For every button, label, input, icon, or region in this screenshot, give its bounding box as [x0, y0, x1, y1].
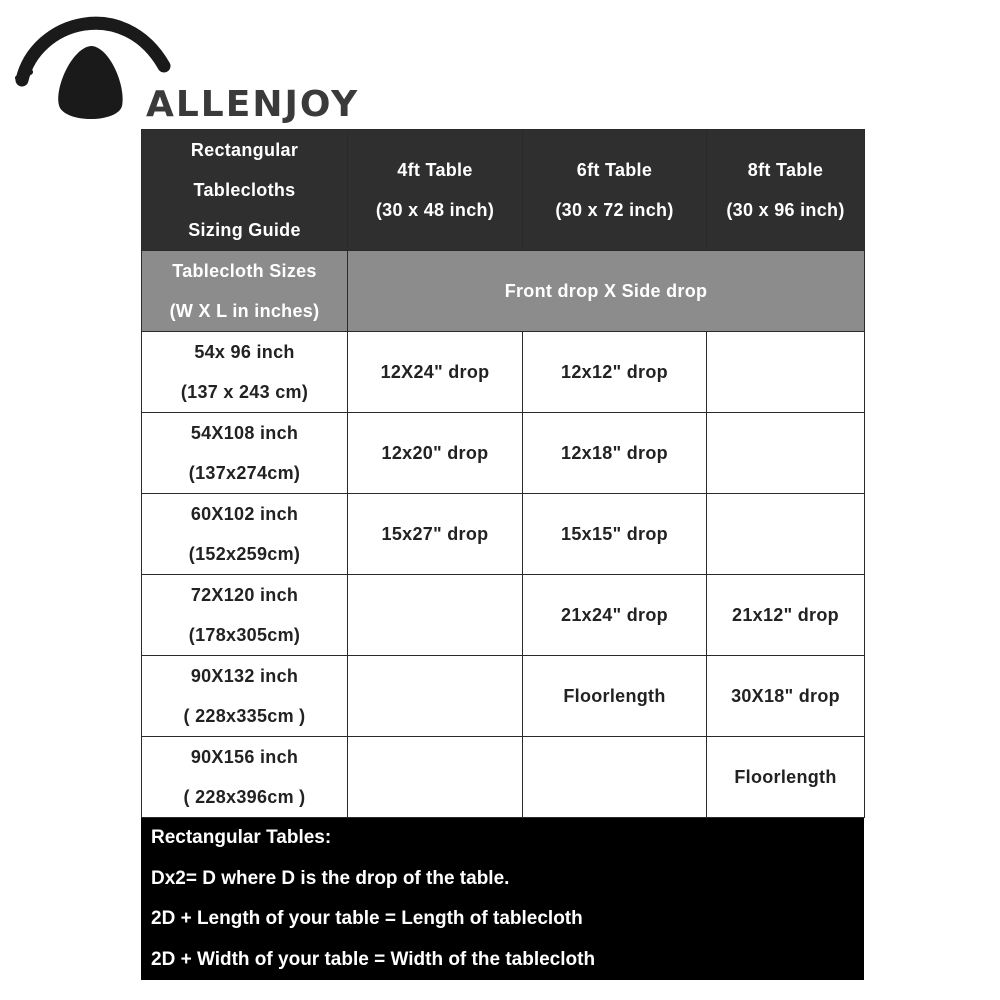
sizing-guide-table — [141, 129, 864, 980]
drop-cell — [707, 332, 865, 413]
size-inches: 60X102 inch — [190, 504, 299, 524]
table-row — [142, 494, 865, 575]
size-inches: 54X108 inch — [190, 423, 299, 443]
size-metric: (152x259cm) — [188, 544, 301, 564]
brand-name: ALLENJOY — [146, 84, 360, 125]
drop-cell: 12x20" drop — [348, 413, 523, 494]
guide-title-line: Tablecloths — [193, 180, 296, 200]
drop-cell — [348, 575, 523, 656]
table-name: 8ft Table — [747, 160, 824, 180]
note-line: 2D + Length of your table = Length of tablecloth — [151, 908, 583, 929]
size-cell — [142, 575, 348, 656]
size-cell — [142, 413, 348, 494]
drop-span-label: Front drop X Side drop — [348, 251, 865, 332]
drop-cell: 21x12" drop — [707, 575, 865, 656]
drop-cell: 15x15" drop — [523, 494, 707, 575]
notes-panel — [141, 818, 864, 980]
table-header-row — [142, 130, 865, 251]
table-6ft-header — [523, 130, 707, 251]
drop-cell: 15x27" drop — [348, 494, 523, 575]
drop-cell — [707, 413, 865, 494]
table-row — [142, 737, 865, 818]
table-8ft-header — [707, 130, 865, 251]
size-metric: (137 x 243 cm) — [180, 382, 309, 402]
size-cell — [142, 332, 348, 413]
size-metric: (137x274cm) — [188, 463, 301, 483]
table-row — [142, 332, 865, 413]
drop-cell: 21x24" drop — [523, 575, 707, 656]
subheader-label-line: (W X L in inches) — [169, 301, 320, 321]
drop-cell: 12x12" drop — [523, 332, 707, 413]
size-metric: (178x305cm) — [188, 625, 301, 645]
subheader-row — [142, 251, 865, 332]
drop-cell — [523, 737, 707, 818]
drop-cell: 12x18" drop — [523, 413, 707, 494]
size-metric: ( 228x335cm ) — [183, 706, 306, 726]
guide-title-cell — [142, 130, 348, 251]
drop-cell — [707, 494, 865, 575]
drop-cell — [348, 656, 523, 737]
size-inches: 54x 96 inch — [194, 342, 295, 362]
table-row — [142, 575, 865, 656]
table-row — [142, 656, 865, 737]
note-line: 2D + Width of your table = Width of the tablecloth — [151, 948, 596, 970]
size-metric: ( 228x396cm ) — [183, 787, 306, 807]
note-line: Dx2= D where D is the drop of the table. — [151, 867, 510, 889]
size-cell — [142, 494, 348, 575]
size-inches: 90X132 inch — [190, 666, 299, 686]
drop-cell: Floorlength — [523, 656, 707, 737]
table-4ft-header — [348, 130, 523, 251]
table-name: 6ft Table — [576, 160, 653, 180]
size-inches: 72X120 inch — [190, 585, 299, 605]
notes-heading: Rectangular Tables: — [151, 827, 332, 848]
guide-title-line: Rectangular — [190, 140, 299, 160]
size-cell — [142, 737, 348, 818]
table-dims: (30 x 48 inch) — [375, 200, 495, 220]
drop-cell: 30X18" drop — [707, 656, 865, 737]
subheader-label-line: Tablecloth Sizes — [172, 261, 317, 281]
table-dims: (30 x 72 inch) — [555, 200, 674, 220]
table-row — [142, 413, 865, 494]
tablecloth-sizes-label — [142, 251, 348, 332]
table-name: 4ft Table — [397, 160, 473, 180]
size-inches: 90X156 inch — [190, 747, 299, 767]
guide-title-line: Sizing Guide — [188, 220, 301, 240]
drop-cell: Floorlength — [707, 737, 865, 818]
drop-cell — [348, 737, 523, 818]
drop-cell: 12X24" drop — [348, 332, 523, 413]
size-cell — [142, 656, 348, 737]
table-dims: (30 x 96 inch) — [726, 200, 845, 220]
